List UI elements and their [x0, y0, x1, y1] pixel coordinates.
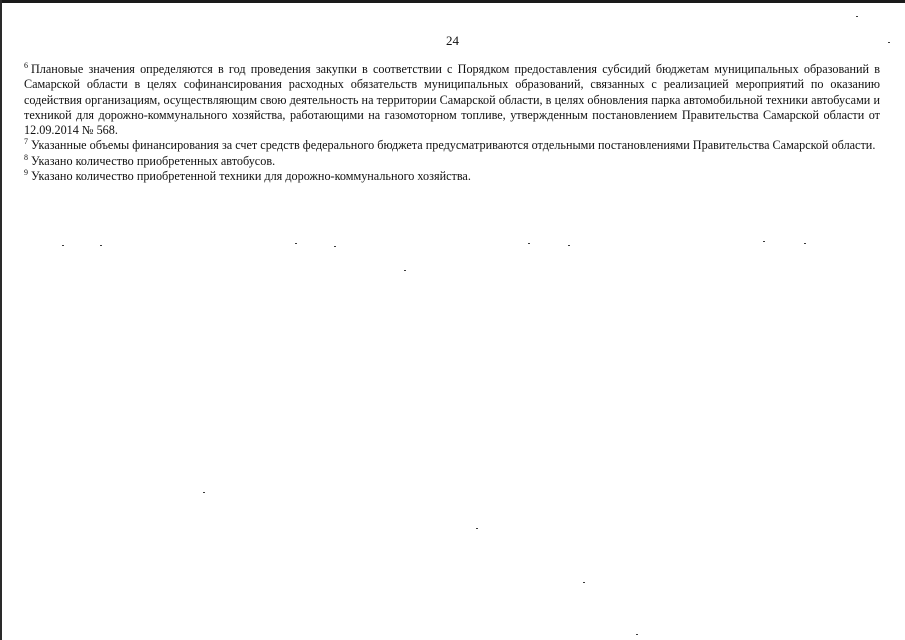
footnote-8	[24, 154, 880, 169]
scan-speck	[295, 243, 297, 244]
scan-speck	[763, 241, 765, 242]
scan-speck	[404, 270, 406, 271]
scan-speck	[856, 16, 858, 17]
scan-speck	[203, 492, 205, 493]
scan-speck	[476, 528, 478, 529]
footnote-text: Указано количество приобретенной техники для дорожно-коммунального хозяйства.	[31, 169, 471, 184]
scan-speck	[568, 245, 570, 246]
footnote-marker: 9	[24, 168, 28, 178]
scan-speck	[636, 634, 638, 635]
footnote-text: Указано количество приобретенных автобусов.	[31, 153, 276, 168]
scan-speck	[804, 243, 806, 244]
footnote-marker: 8	[24, 152, 28, 162]
scan-left-border	[0, 0, 2, 640]
footnotes-block	[24, 62, 880, 184]
footnote-7	[24, 138, 880, 153]
footnote-6	[24, 62, 880, 138]
footnote-text: Указанные объемы финансирования за счет средств федерального бюджета предусматриваются отдельными постановлениями Правительства Самарской области.	[31, 138, 876, 153]
footnote-9	[24, 169, 880, 184]
scan-speck	[528, 243, 530, 244]
page-number: 24	[446, 33, 459, 48]
scan-speck	[888, 42, 890, 43]
scan-top-border	[0, 0, 905, 3]
scan-speck	[100, 245, 102, 246]
scan-speck	[583, 582, 585, 583]
footnote-marker: 7	[24, 137, 28, 147]
footnote-marker: 6	[24, 60, 28, 70]
scan-speck	[334, 246, 336, 247]
footnote-text: Плановые значения определяются в год проведения закупки в соответствии с Порядком предоставления субсидий бюджетам муниципальных образований в Самарской области в целях софинансирования расходных обязательств муниципальных образований, связанных с реализацией мероприятий по оказанию содействия организациям, осуществляющим свою деятельность на территории Самарской области, в целях обновления парка автомобильной техники автобусами и техникой для дорожно-коммунального хозяйства, работающими на газомоторном топливе, утвержденным постановлением Правительства Самарской области от 12.09.2014 № 568.	[24, 62, 880, 138]
scan-speck	[62, 245, 64, 246]
